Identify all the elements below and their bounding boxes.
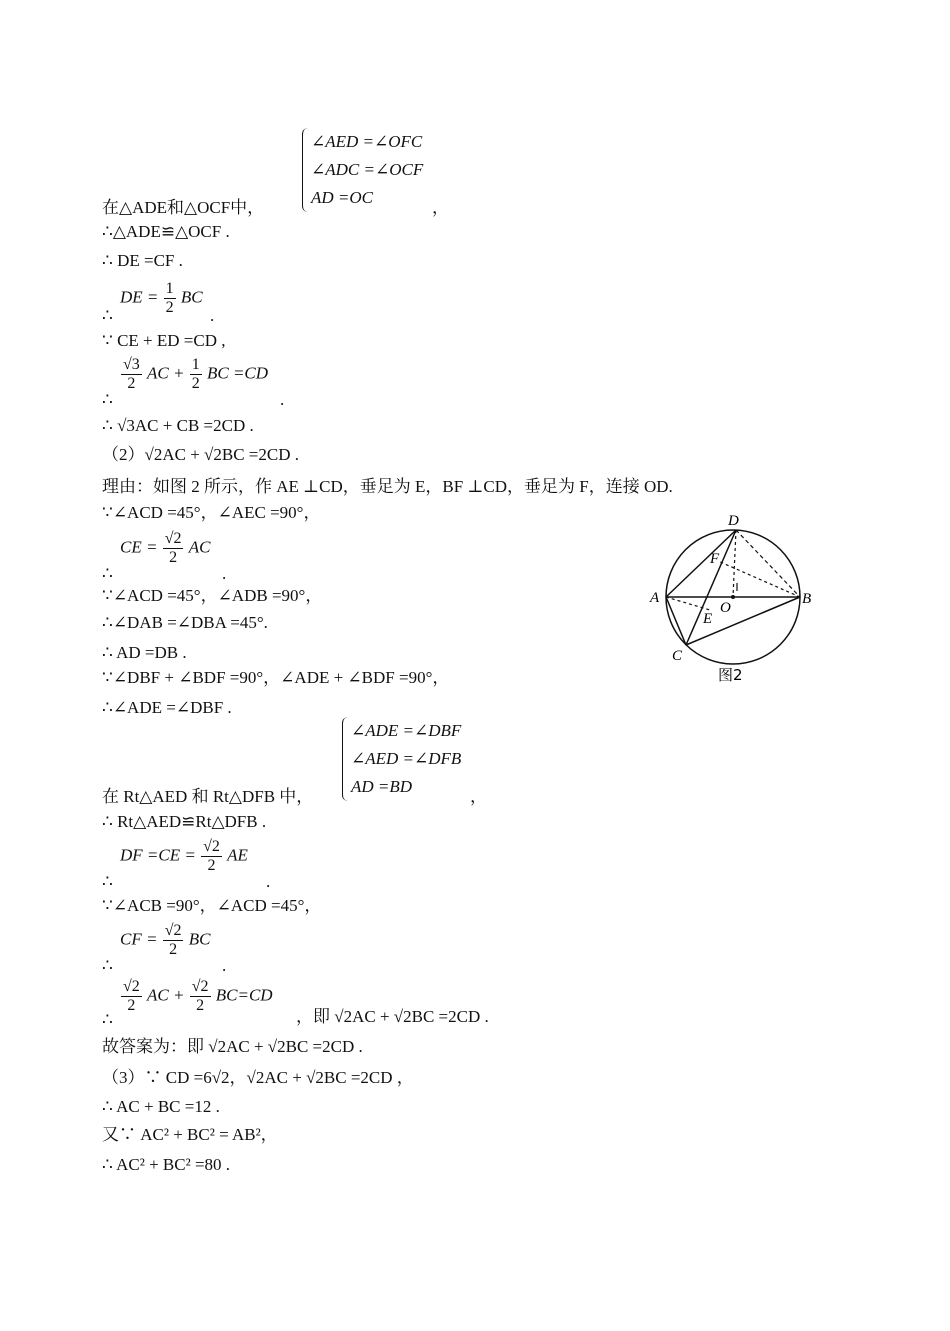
fraction — [190, 356, 202, 393]
label-c: C — [672, 648, 683, 664]
circle-diagram — [640, 505, 840, 690]
step-line: ∵∠DBF + ∠BDF =90°，∠ADE + ∠BDF =90°， — [102, 668, 450, 687]
expr: BC=CD — [215, 985, 273, 1005]
numerator: √2 — [203, 838, 220, 855]
step-line: ∵ CE + ED =CD , — [102, 331, 226, 350]
therefore: ∴ — [102, 956, 113, 975]
segment-bf — [718, 561, 800, 597]
denominator: 2 — [207, 857, 216, 874]
congruence-conditions-2 — [342, 717, 461, 801]
label-a: A — [650, 590, 660, 606]
figure-caption: 图2 — [718, 666, 743, 684]
numerator: √3 — [123, 356, 140, 373]
step-line-fraction — [120, 356, 268, 393]
condition: ∠AED =∠DFB — [351, 749, 462, 768]
period: . — [222, 956, 227, 975]
expr: AC — [188, 537, 211, 557]
therefore: ∴ — [102, 872, 113, 891]
expr: DF =CE = — [120, 845, 196, 865]
step-line: 又∵ AC² + BC² = AB²， — [102, 1125, 278, 1144]
fraction — [163, 922, 184, 959]
therefore: ∴ — [102, 390, 113, 409]
part-2-heading: （2）√2AC + √2BC =2CD . — [102, 445, 299, 464]
step-line-fraction — [120, 280, 203, 317]
segment-da — [666, 530, 736, 597]
geometry-figure-2 — [640, 505, 840, 690]
step-intro: 在 Rt△AED 和 Rt△DFB 中， — [102, 787, 314, 806]
denominator: 2 — [169, 549, 178, 566]
numerator: 1 — [165, 280, 174, 297]
label-b: B — [802, 591, 812, 607]
congruence-conditions-1 — [302, 128, 423, 212]
denominator: 2 — [169, 941, 178, 958]
conclusion: ，即 √2AC + √2BC =2CD . — [296, 1007, 489, 1026]
numerator: √2 — [164, 922, 182, 939]
step-line: ∴ DE =CF . — [102, 251, 183, 270]
fraction — [121, 978, 142, 1015]
numerator: √2 — [123, 978, 140, 995]
system-comma: ， — [470, 787, 487, 806]
label-e: E — [703, 611, 713, 627]
condition: ∠ADC =∠OCF — [311, 160, 424, 179]
expr: AE — [227, 845, 248, 865]
numerator: 1 — [191, 356, 200, 373]
therefore: ∴ — [102, 564, 113, 583]
expr: AC + — [147, 363, 185, 383]
step-line-fraction — [120, 978, 273, 1015]
answer-line: 故答案为：即 √2AC + √2BC =2CD . — [102, 1037, 363, 1056]
fraction — [121, 356, 142, 393]
step-line: ∵∠ACD =45°，∠ADB =90°， — [102, 586, 323, 605]
step-line: ∵∠ACB =90°，∠ACD =45°， — [102, 896, 322, 915]
expr: AC + — [147, 985, 185, 1005]
step-line-fraction — [120, 838, 248, 875]
therefore: ∴ — [102, 1010, 113, 1029]
period: . — [280, 390, 285, 409]
label-o: O — [720, 600, 731, 616]
segment-od — [733, 530, 736, 597]
fraction — [163, 530, 184, 567]
step-line: ∴ √3AC + CB =2CD . — [102, 416, 254, 435]
period: . — [266, 872, 271, 891]
expr: DE = — [120, 287, 159, 307]
reason-line: 理由：如图 2 所示，作 AE ⊥CD，垂足为 E，BF ⊥CD，垂足为 F，连接 OD. — [102, 477, 673, 496]
denominator: 2 — [127, 375, 136, 392]
label-f: F — [710, 551, 720, 567]
condition: AD =BD — [351, 777, 413, 796]
denominator: 2 — [165, 299, 174, 316]
expr: CE = — [120, 537, 158, 557]
step-line-fraction — [120, 922, 210, 959]
step-line: ∴ AC² + BC² =80 . — [102, 1155, 231, 1174]
step-line: ∴ AD =DB . — [102, 643, 187, 662]
step-line-fraction — [120, 530, 210, 567]
condition: AD =OC — [311, 188, 373, 207]
step-line: ∴ AC + BC =12 . — [102, 1097, 220, 1116]
step-line: ∴△ADE≌△OCF . — [102, 222, 230, 241]
therefore: ∴ — [102, 306, 113, 325]
period: . — [210, 306, 215, 325]
denominator: 2 — [127, 997, 136, 1014]
condition: ∠AED =∠OFC — [311, 132, 423, 151]
step-line: ∴ Rt△AED≌Rt△DFB . — [102, 812, 267, 831]
part-3-heading: （3）∵ CD =6√2，√2AC + √2BC =2CD ， — [102, 1068, 414, 1087]
expr: BC — [188, 929, 211, 949]
step-line: ∵∠ACD =45°，∠AEC =90°， — [102, 503, 321, 522]
fraction — [164, 280, 176, 317]
period: . — [222, 564, 227, 583]
step-line: ∴∠ADE =∠DBF . — [102, 698, 232, 717]
center-dot — [731, 595, 735, 599]
system-comma: ， — [432, 198, 449, 217]
denominator: 2 — [191, 375, 200, 392]
expr: BC — [180, 287, 203, 307]
label-d: D — [728, 513, 739, 529]
fraction — [201, 838, 222, 875]
condition: ∠ADE =∠DBF — [351, 721, 462, 740]
segment-ac — [666, 597, 686, 645]
denominator: 2 — [196, 997, 205, 1014]
numerator: √2 — [164, 530, 182, 547]
step-intro: 在△ADE和△OCF中， — [102, 198, 265, 217]
step-line: ∴∠DAB =∠DBA =45°. — [102, 613, 268, 632]
expr: BC =CD — [206, 363, 269, 383]
expr: CF = — [120, 929, 158, 949]
fraction — [190, 978, 211, 1015]
numerator: √2 — [191, 978, 209, 995]
